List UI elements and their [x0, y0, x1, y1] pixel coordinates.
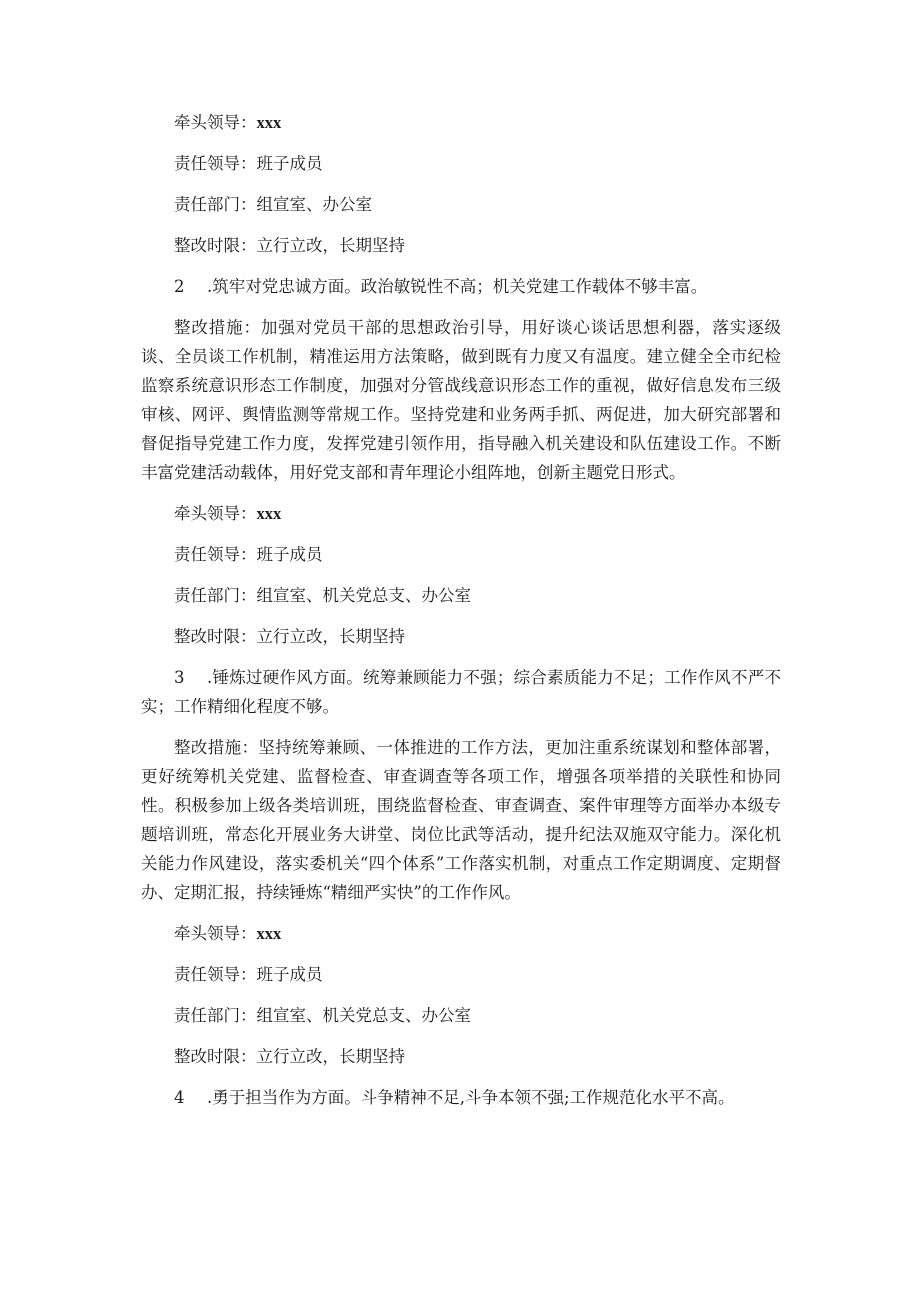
field-value: 立行立改，长期坚持: [256, 1047, 405, 1066]
section-number: 2: [174, 277, 185, 296]
field-label: 责任领导：: [174, 965, 257, 984]
field-value: xxx: [256, 113, 282, 132]
measure-paragraph: 整改措施：坚持统筹兼顾、一体推进的工作方法，更加注重系统谋划和整体部署，更好统筹机关党建、监督检查、审查调查等各项工作，增强各项举措的关联性和协同性。积极参加上级各类培训班，围绕监督检查、审查调查、案件审理等方面举办本级专题培训班，常态化开展业务大讲堂、岗位比武等活动，提升纪法双施双守能力。深化机关能力作风建设，落实委机关“四个体系”工作落实机制，对重点工作定期调度、定期督办、定期汇报，持续锤炼“精细严实快”的工作作风。: [141, 738, 781, 902]
field-label: 责任领导：: [174, 154, 257, 173]
field-value: 班子成员: [256, 154, 323, 173]
section-number: 4: [174, 1088, 185, 1107]
section-heading: [141, 1083, 781, 1112]
field-row: [141, 1042, 781, 1071]
field-value: 组宣室、机关党总支、办公室: [256, 586, 471, 605]
field-row: [141, 190, 781, 219]
section-number: 3: [174, 668, 185, 687]
field-label: 整改时限：: [174, 627, 257, 646]
field-label: 整改时限：: [174, 236, 257, 255]
field-label: 牵头领导：: [174, 504, 257, 523]
field-value: 组宣室、机关党总支、办公室: [256, 1006, 471, 1025]
field-value: 组宣室、办公室: [256, 195, 372, 214]
field-label: 牵头领导：: [174, 113, 257, 132]
measure-paragraph: 整改措施：加强对党员干部的思想政治引导，用好谈心谈话思想利器，落实逐级谈、全员谈工作机制，精准运用方法策略，做到既有力度又有温度。建立健全全市纪检监察系统意识形态工作制度，加强对分管战线意识形态工作的重视，做好信息发布三级审核、网评、舆情监测等常规工作。坚持党建和业务两手抓、两促进，加大研究部署和督促指导党建工作力度，发挥党建引领作用，指导融入机关建设和队伍建设工作。不断丰富党建活动载体，用好党支部和青年理论小组阵地，创新主题党日形式。: [141, 318, 781, 482]
field-label: 责任领导：: [174, 545, 257, 564]
document-body: [141, 108, 781, 1124]
section-heading: [141, 272, 781, 301]
field-label: 整改时限：: [174, 1047, 257, 1066]
field-label: 责任部门：: [174, 1006, 257, 1025]
field-row: [141, 499, 781, 528]
field-row: [141, 1001, 781, 1030]
section-heading: [141, 663, 781, 721]
field-row: [141, 540, 781, 569]
section-title: .锤炼过硬作风方面。统筹兼顾能力不强；综合素质能力不足；工作作风不严不实；工作精细化程度不够。: [141, 668, 781, 716]
field-label: 责任部门：: [174, 586, 257, 605]
field-label: 责任部门：: [174, 195, 257, 214]
field-value: xxx: [256, 924, 282, 943]
field-row: [141, 960, 781, 989]
field-value: 班子成员: [256, 545, 323, 564]
field-label: 牵头领导：: [174, 924, 257, 943]
field-row: [141, 231, 781, 260]
field-row: [141, 622, 781, 651]
field-value: 立行立改，长期坚持: [256, 627, 405, 646]
section-title: .筑牢对党忠诚方面。政治敏锐性不高；机关党建工作载体不够丰富。: [207, 277, 708, 296]
field-row: [141, 581, 781, 610]
field-value: xxx: [256, 504, 282, 523]
field-row: [141, 149, 781, 178]
field-value: 立行立改，长期坚持: [256, 236, 405, 255]
field-value: 班子成员: [256, 965, 323, 984]
field-row: [141, 108, 781, 137]
field-row: [141, 919, 781, 948]
section-title: .勇于担当作为方面。斗争精神不足,斗争本领不强;工作规范化水平不高。: [207, 1088, 735, 1107]
